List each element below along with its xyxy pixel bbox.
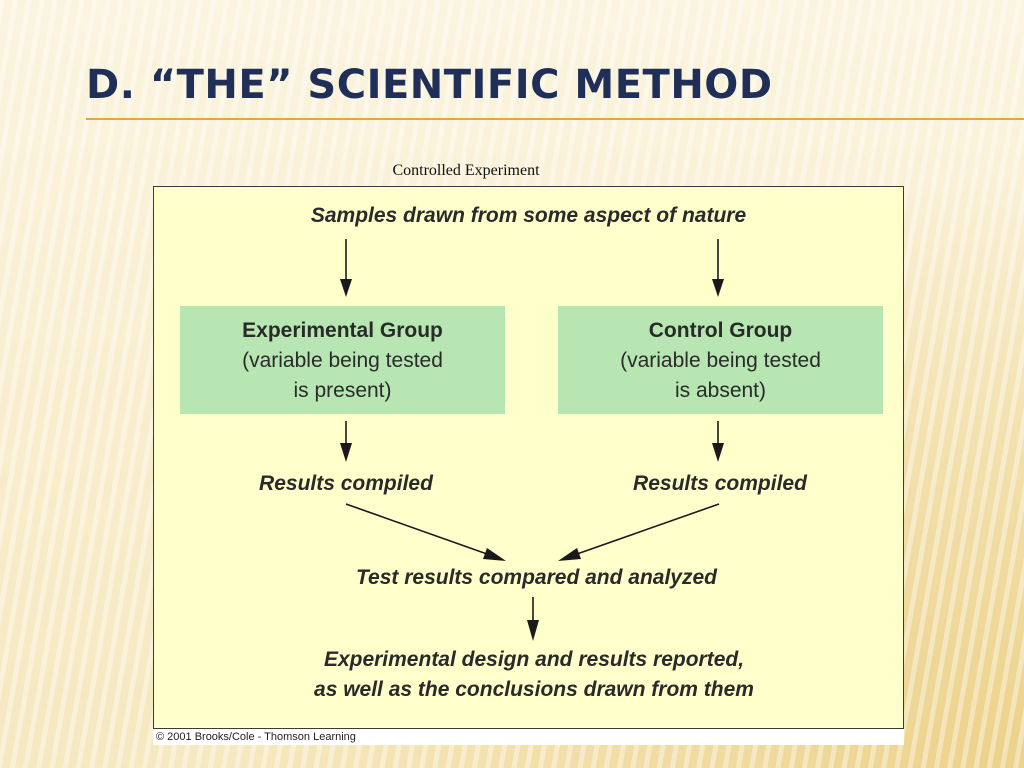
flow-arrows — [154, 187, 903, 728]
samples-step: Samples drawn from some aspect of nature — [310, 204, 747, 227]
control-group-title: Control Group — [648, 319, 793, 342]
report-step-line-1: Experimental design and results reported, — [323, 648, 745, 671]
experimental-group-detail-line-2: is present) — [293, 379, 392, 402]
arrow-left-results-to-comparison — [346, 504, 506, 561]
comparison-step: Test results compared and analyzed — [355, 566, 717, 589]
arrow-right-results-to-comparison — [558, 504, 719, 561]
slide-title: D. “THE” SCIENTIFIC METHOD — [86, 62, 773, 108]
control-group-detail-line-1: (variable being tested — [620, 349, 821, 372]
experimental-group-title: Experimental Group — [242, 319, 443, 342]
results-compiled-right: Results compiled — [633, 472, 807, 495]
report-step-line-2: as well as the conclusions drawn from them — [314, 678, 754, 701]
experimental-group-detail-line-1: (variable being tested — [242, 349, 443, 372]
arrow-samples-to-experimental — [340, 239, 352, 297]
results-compiled-left: Results compiled — [259, 472, 433, 495]
arrow-control-to-results — [712, 421, 724, 462]
control-group-detail-line-2: is absent) — [674, 379, 767, 402]
arrow-comparison-to-report — [527, 597, 539, 641]
arrow-samples-to-control — [712, 239, 724, 297]
diagram-panel — [153, 186, 904, 729]
figure-caption: Controlled Experiment — [392, 162, 540, 179]
title-divider — [86, 118, 1024, 120]
arrow-experimental-to-results — [340, 421, 352, 462]
copyright-credit: © 2001 Brooks/Cole - Thomson Learning — [153, 729, 904, 745]
